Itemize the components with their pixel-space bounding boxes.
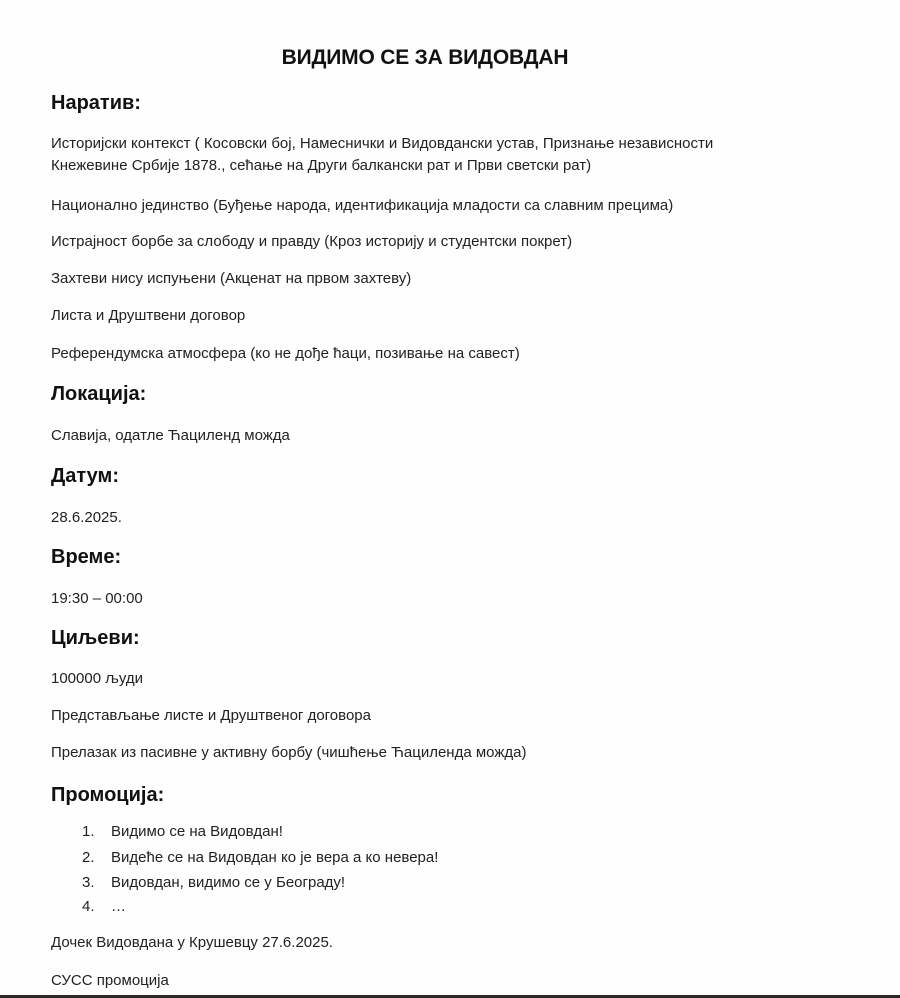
date-heading: Датум:	[51, 465, 119, 487]
list-text: Видовдан, видимо се у Београду!	[111, 874, 346, 891]
goals-item: Прелазак из пасивне у активну борбу (чишћење Ћациленда можда)	[51, 744, 527, 761]
narrative-item: Листа и Друштвени договор	[51, 307, 246, 324]
narrative-item: Истрајност борбе за слободу и правду (Кроз историју и студентски покрет)	[51, 233, 573, 250]
narrative-item: Историјски контекст ( Косовски бој, Намеснички и Видовдански устав, Признање независности	[51, 135, 714, 152]
time-heading: Време:	[51, 546, 122, 568]
promotion-note: СУСС промоција	[51, 972, 169, 989]
goals-heading: Циљеви:	[51, 627, 140, 649]
time-value: 19:30 – 00:00	[51, 590, 143, 607]
promotion-note: Дочек Видовдана у Крушевцу 27.6.2025.	[51, 934, 333, 951]
narrative-heading: Наратив:	[51, 92, 141, 114]
promotion-heading: Промоција:	[51, 784, 165, 806]
list-number: 4.	[82, 898, 95, 915]
list-number: 1.	[82, 823, 95, 840]
location-heading: Локација:	[51, 383, 147, 405]
promotion-list-item	[82, 823, 283, 840]
document-title: ВИДИМО СЕ ЗА ВИДОВДАН	[281, 46, 569, 69]
list-text: Видимо се на Видовдан!	[111, 823, 283, 840]
narrative-item: Референдумска атмосфера (ко не дође ћаци, позивање на савест)	[51, 345, 520, 362]
goals-item: 100000 људи	[51, 670, 143, 687]
promotion-list-item	[82, 849, 438, 866]
list-number: 3.	[82, 874, 95, 891]
list-text: Видеће се на Видовдан ко је вера а ко невера!	[111, 849, 439, 866]
list-text: …	[111, 898, 126, 915]
narrative-item: Кнежевине Србије 1878., сећање на Други балкански рат и Први светски рат)	[51, 157, 592, 174]
promotion-list-item	[82, 898, 126, 915]
narrative-item: Захтеви нису испуњени (Акценат на првом захтеву)	[51, 270, 412, 287]
goals-item: Представљање листе и Друштвеног договора	[51, 707, 371, 724]
narrative-item: Национално јединство (Буђење народа, идентификација младости са славним прецима)	[51, 197, 674, 214]
promotion-list-item	[82, 874, 345, 891]
date-value: 28.6.2025.	[51, 509, 122, 526]
list-number: 2.	[82, 849, 95, 866]
location-value: Славија, одатле Ћациленд можда	[51, 427, 290, 444]
